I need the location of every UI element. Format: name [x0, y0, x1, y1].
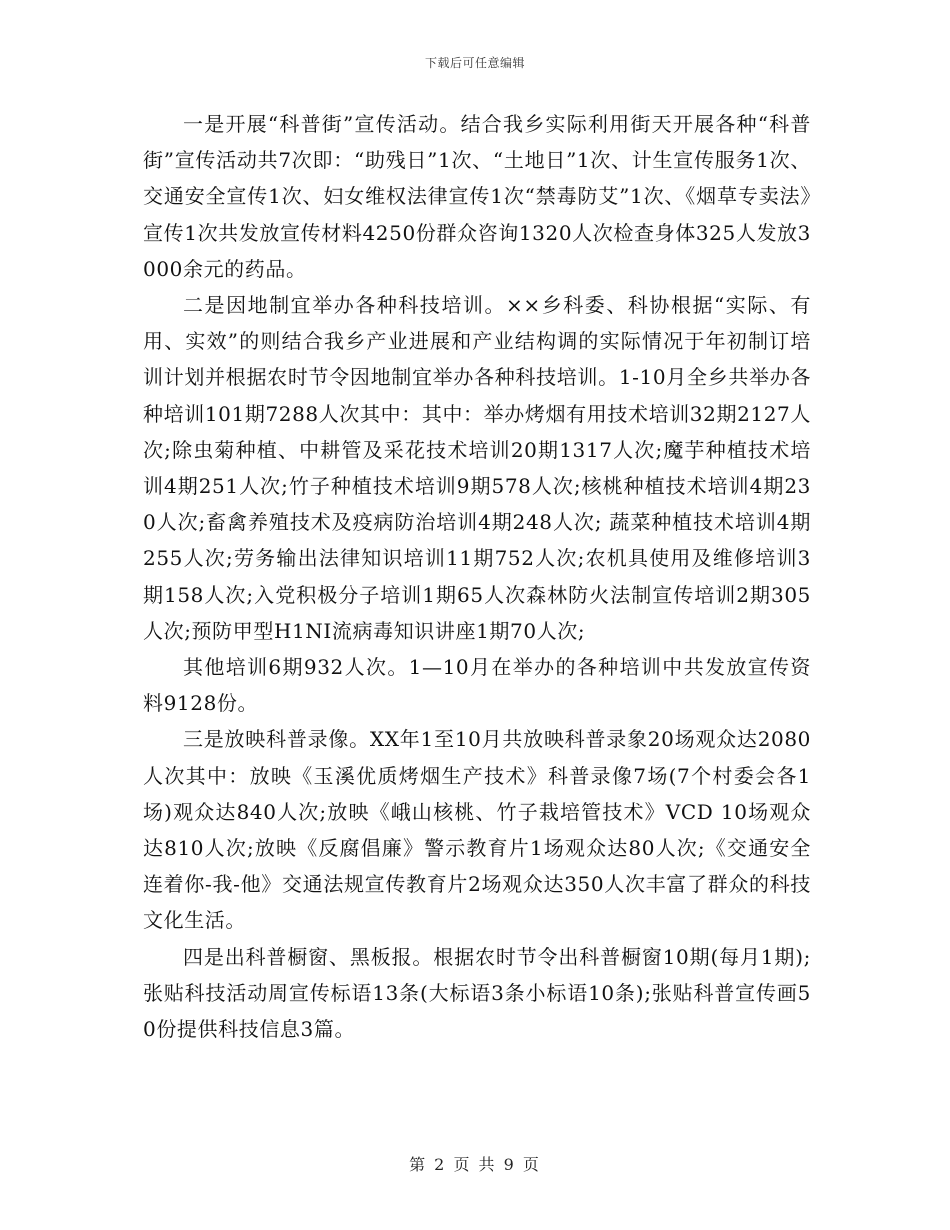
page-header: 下载后可任意编辑 [424, 56, 525, 70]
paragraph-other-training: 其他培训6期932人次。1—10月在举办的各种培训中共发放宣传资料9128份。 [143, 655, 811, 716]
paragraph-kepu-street: 一是开展“科普街”宣传活动。结合我乡实际利用街天开展各种“科普街”宣传活动共7次即：“助残日”1次、“土地日”1次、计生宣传服务1次、交通安全宣传1次、妇女维权法律宣传1次“禁毒防艾”1次、《烟草专卖法》宣传1次共发放宣传材料4250份群众咨询1320人次检查身体325人发放3000余元的药品。 [143, 112, 811, 281]
paragraph-tech-training: 二是因地制宜举办各种科技培训。××乡科委、科协根据“实际、有用、实效”的则结合我乡产业进展和产业结构调的实际情况于年初制订培训计划并根据农时节令因地制宜举办各种科技培训。1-10月全乡共举办各种培训101期7288人次其中：其中：举办烤烟有用技术培训32期2127人次;除虫菊种植、中耕管及采花技术培训20期1317人次;魔芋种植技术培训4期251人次;竹子种植技术培训9期578人次;核桃种植技术培训4期230人次;畜禽养殖技术及疫病防治培训4期248人次; 蔬菜种植技术培训4期255人次;劳务输出法律知识培训11期752人次;农机具使用及维修培训3期158人次;入党积极分子培训1期65人次森林防火法制宣传培训2期305人次;预防甲型H1NI流病毒知识讲座1期70人次; [143, 293, 811, 643]
document-body [143, 106, 811, 1047]
paragraph-video-screening: 三是放映科普录像。XX年1至10月共放映科普录象20场观众达2080人次其中：放映《玉溪优质烤烟生产技术》科普录像7场(7个村委会各1场)观众达840人次;放映《峨山核桃、竹子栽培管技术》VCD 10场观众达810人次;放映《反腐倡廉》警示教育片1场观众达80人次;《交通安全连着你-我-他》交通法规宣传教育片2场观众达350人次丰富了群众的科技文化生活。 [143, 727, 811, 933]
page-number-footer: 第 2 页 共 9 页 [409, 1155, 541, 1174]
paragraph-showcase-blackboard: 四是出科普橱窗、黑板报。根据农时节令出科普橱窗10期(每月1期);张贴科技活动周宣传标语13条(大标语3条小标语10条);张贴科普宣传画50份提供科技信息3篇。 [143, 944, 811, 1042]
